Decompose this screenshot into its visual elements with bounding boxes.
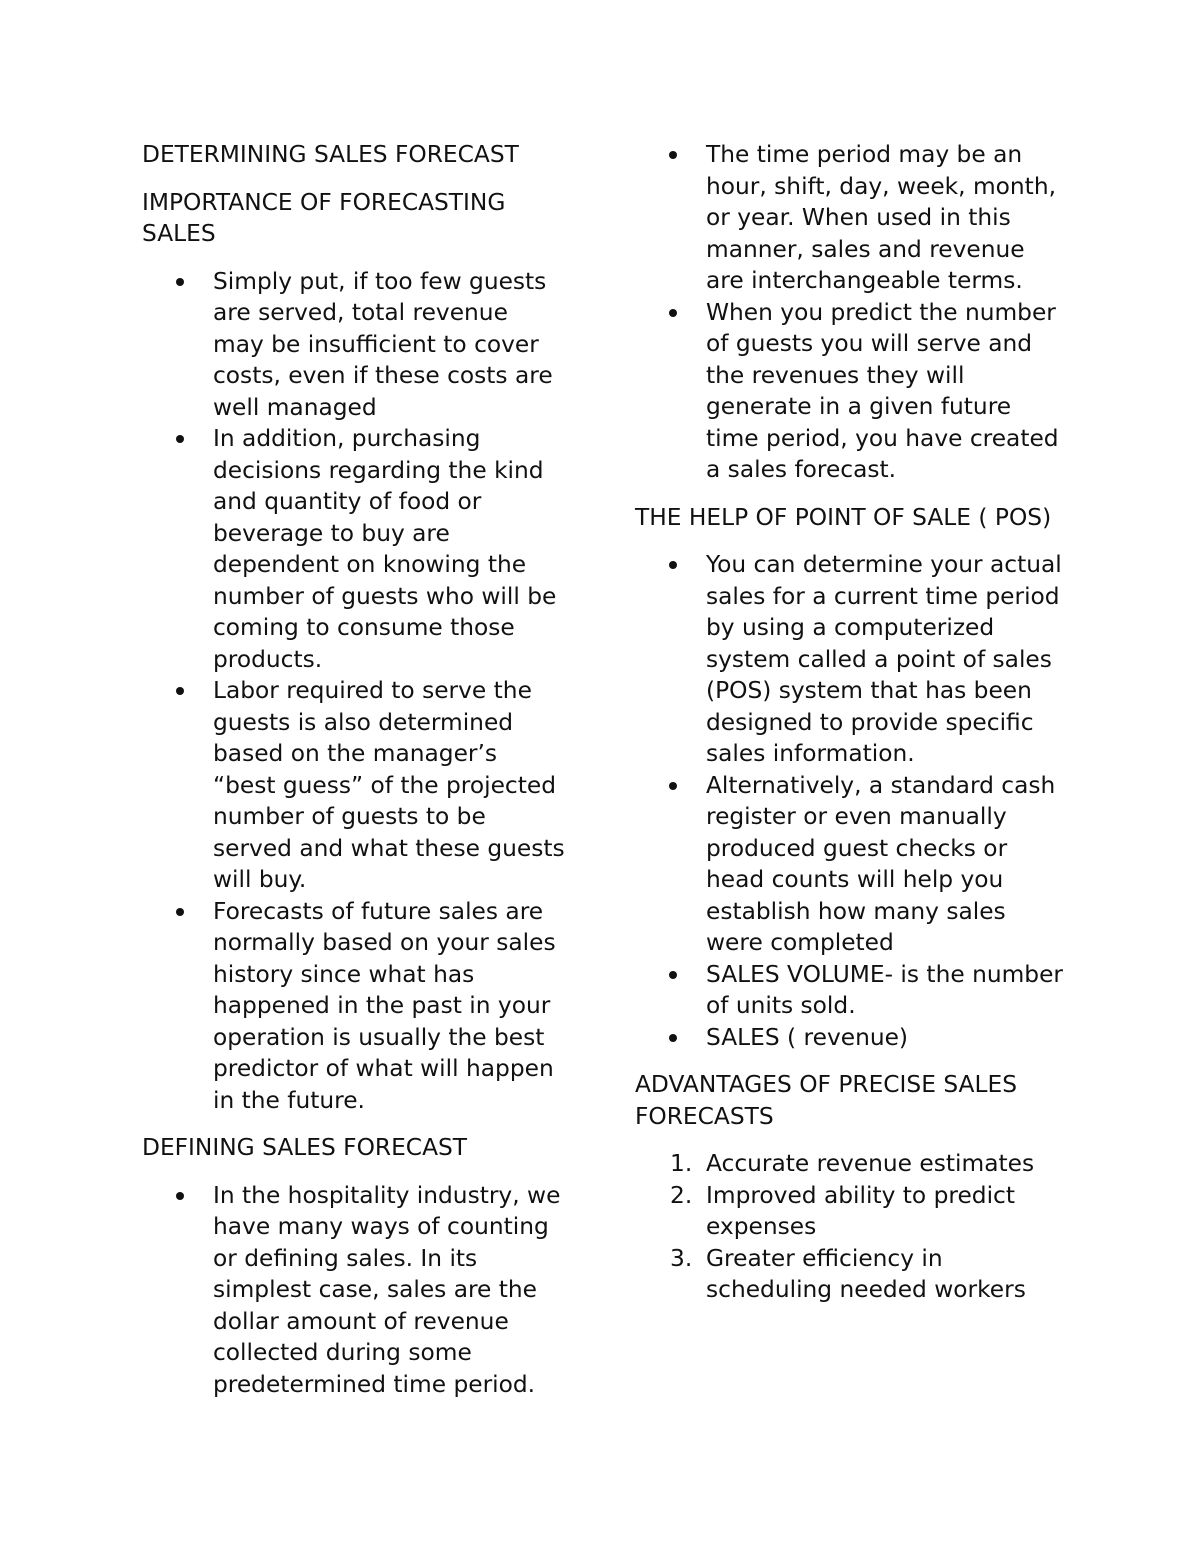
defining-bullet-list bbox=[142, 1180, 582, 1401]
list-item: In the hospitality industry, we have many ways of counting or defining sales. In its simplest case, sales are the dollar amount of revenue collected during some predetermined time period. bbox=[142, 1180, 565, 1401]
document-title: DETERMINING SALES FORECAST bbox=[142, 141, 519, 168]
list-item: Alternatively, a standard cash register or even manually produced guest checks or head counts will help you establish how many sales were completed bbox=[635, 770, 1066, 959]
list-item: SALES VOLUME- is the number of units sold. bbox=[635, 959, 1066, 1022]
list-item-text: Greater efficiency in scheduling needed workers bbox=[706, 1244, 1026, 1303]
importance-bullet-list bbox=[142, 266, 582, 1117]
list-item: Simply put, if too few guests are served, total revenue may be insufficient to cover costs, even if these costs are well managed bbox=[142, 266, 565, 424]
list-item: You can determine your actual sales for a current time period by using a computerized system called a point of sales (POS) system that has been designed to provide specific sales information. bbox=[635, 549, 1066, 770]
list-number: 3. bbox=[670, 1244, 693, 1272]
list-item-text: Accurate revenue estimates bbox=[706, 1150, 1035, 1177]
advantages-numbered-list bbox=[635, 1148, 1075, 1306]
list-item-text: Improved ability to predict expenses bbox=[706, 1181, 1015, 1240]
section-heading-advantages: ADVANTAGES OF PRECISE SALES FORECASTS bbox=[635, 1071, 1017, 1130]
defining-continued-bullet-list bbox=[635, 139, 1075, 486]
section-heading-pos: THE HELP OF POINT OF SALE ( POS) bbox=[635, 503, 1052, 531]
left-column bbox=[142, 139, 582, 1416]
list-item: In addition, purchasing decisions regarding the kind and quantity of food or beverage to buy are dependent on knowing the number of guests who will be coming to consume those products. bbox=[142, 423, 565, 675]
numbered-list-item bbox=[635, 1148, 1066, 1180]
pos-bullet-list bbox=[635, 549, 1075, 1053]
list-number: 1. bbox=[670, 1150, 693, 1177]
right-column bbox=[635, 139, 1075, 1322]
list-item: Forecasts of future sales are normally based on your sales history since what has happened in the past in your operation is usually the best predictor of what will happen in the future. bbox=[142, 896, 565, 1117]
numbered-list-item bbox=[635, 1180, 1066, 1243]
list-number: 2. bbox=[670, 1181, 693, 1209]
section-heading-importance: IMPORTANCE OF FORECASTING SALES bbox=[142, 188, 506, 247]
list-item: When you predict the number of guests you will serve and the revenues they will generate in a given future time period, you have created a sales forecast. bbox=[635, 297, 1066, 486]
section-heading-defining: DEFINING SALES FORECAST bbox=[142, 1134, 468, 1161]
list-item: Labor required to serve the guests is also determined based on the manager’s “best guess” of the projected number of guests to be served and what these guests will buy. bbox=[142, 675, 565, 896]
list-item: SALES ( revenue) bbox=[635, 1022, 1066, 1054]
numbered-list-item bbox=[635, 1243, 1066, 1306]
list-item: The time period may be an hour, shift, day, week, month, or year. When used in this manner, sales and revenue are interchangeable terms. bbox=[635, 139, 1066, 297]
